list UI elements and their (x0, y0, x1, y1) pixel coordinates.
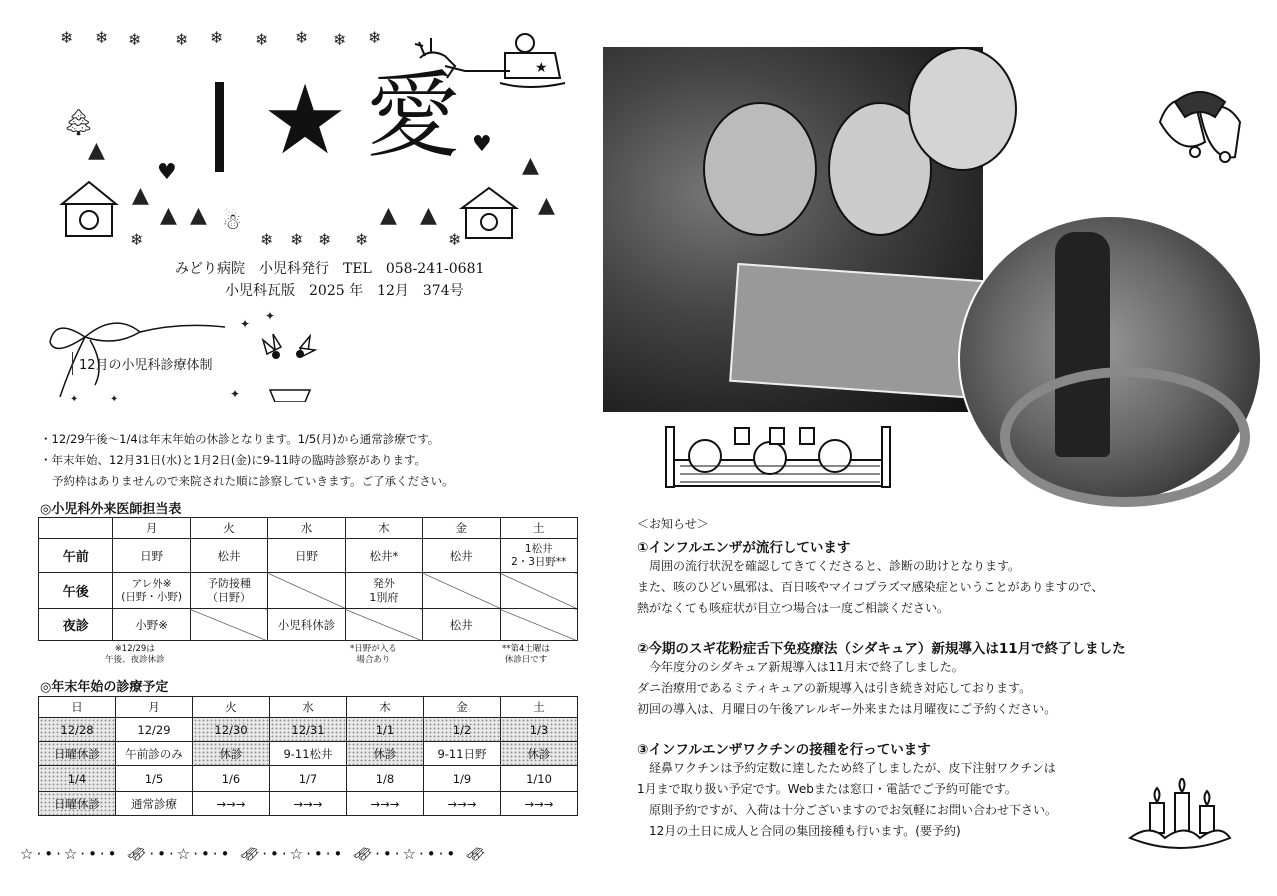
poinsettia-icon (250, 330, 325, 402)
section-title-schedule: 12月の小児科診療体制 (72, 352, 219, 375)
table-cell: 1/4 (39, 766, 116, 792)
day-header: 木 (347, 697, 424, 718)
tree-icon: ▲ (522, 153, 539, 178)
table-cell-empty (423, 573, 500, 609)
table-cell: →→→ (193, 792, 270, 816)
notice-line: 周囲の流行状況を確認してきてくださると、診断の助けとなります。 (637, 559, 1021, 573)
table-row (39, 792, 578, 816)
table-cell: 日野 (113, 539, 190, 573)
heart-icon: ♥ (472, 132, 492, 157)
table-cell: 9-11松井 (270, 742, 347, 766)
star-icon: ☆ (176, 845, 194, 863)
notices-heading: ＜お知らせ＞ (637, 517, 709, 531)
star-icon: ✦ (240, 317, 251, 331)
star-icon: ☆ (20, 845, 37, 863)
snowflake-icon: ❄ (368, 28, 382, 47)
holiday-table (38, 696, 578, 816)
candle-icon (1125, 778, 1235, 853)
doctor-table (38, 517, 578, 641)
notice-line: 今年度分のシダキュア新規導入は11月末で終了しました。 (637, 660, 964, 674)
table-cell: 12/30 (193, 718, 270, 742)
snowflake-icon: ❄ (290, 230, 304, 249)
snowflake-icon: ❄ (255, 30, 269, 49)
day-header: 土 (500, 518, 577, 539)
publisher-line: みどり病院 小児科発行 TEL 058-241-0681 (175, 261, 485, 277)
table-cell: 日野 (268, 539, 345, 573)
table-cell: 予防接種 （日野） (190, 573, 267, 609)
house-icon (58, 178, 120, 240)
schedule-notes (40, 429, 580, 492)
table-cell: →→→ (501, 792, 578, 816)
table-header-row (39, 518, 578, 539)
bottom-border-decoration: ☆·•·☆·•·• 🛷︎·•·☆·•·• 🛷︎·•·☆·•·• 🛷︎·•·☆·•·• 🛷︎ (20, 845, 489, 863)
day-header: 火 (193, 697, 270, 718)
table-cell: 1/9 (424, 766, 501, 792)
table-cell: 休診 (347, 742, 424, 766)
snowflake-icon: ❄ (210, 28, 224, 47)
notice-title: ①インフルエンザが流行しています (637, 540, 851, 556)
table-cell: 12/28 (39, 718, 116, 742)
notice-line: ダニ治療用であるミティキュアの新規導入は引き続き対応しております。 (637, 681, 1032, 695)
snowflake-icon: ❄ (448, 230, 462, 249)
holiday-table-title: ◎年末年始の診療予定 (40, 680, 169, 695)
table-cell: 1/7 (270, 766, 347, 792)
fishing-pond-photo (958, 215, 1262, 504)
house-icon (458, 184, 520, 242)
table-header-row (39, 697, 578, 718)
snowflake-icon: ❄ (60, 28, 74, 47)
heart-icon: ♥ (157, 160, 177, 185)
table-cell: 小児科休診 (268, 609, 345, 641)
day-header: 水 (268, 518, 345, 539)
table-cell: 1/6 (193, 766, 270, 792)
snowflake-icon: ❄ (318, 230, 332, 249)
star-icon: ☆ (63, 845, 81, 863)
notice-line: 熱がなくても咳症状が目立つ場合は一度ご相談ください。 (637, 601, 950, 615)
footnote: ※12/29は 午後、夜診休診 (105, 644, 165, 665)
notice-line: 経鼻ワクチンは予約定数に達したため終了しましたが、皮下注射ワクチンは (637, 761, 1056, 775)
table-cell: 午前診のみ (116, 742, 193, 766)
table-cell: →→→ (347, 792, 424, 816)
star-icon: ☆ (402, 845, 419, 863)
table-cell: →→→ (424, 792, 501, 816)
notice-title: ③インフルエンザワクチンの接種を行っています (637, 742, 931, 758)
table-cell: 松井* (345, 539, 422, 573)
tree-icon: ▲ (132, 183, 149, 208)
tree-icon: ▲ (190, 203, 207, 228)
notice-title: ②今期のスギ花粉症舌下免疫療法（シダキュア）新規導入は11月で終了しました (637, 641, 1126, 657)
santa-icon: 🛷︎ (240, 845, 263, 863)
note-line: ・年末年始、12月31日(水)と1月2日(金)に9-11時の臨時診察があります。 (40, 453, 427, 467)
tree-icon: ▲ (88, 138, 105, 163)
row-label: 午後 (39, 573, 113, 609)
table-row (39, 718, 578, 742)
table-cell: 日曜休診 (39, 792, 116, 816)
santa-icon: 🛷︎ (353, 845, 376, 863)
newsletter-title: 愛 (366, 62, 461, 171)
day-header: 日 (39, 697, 116, 718)
table-cell: 日曜休診 (39, 742, 116, 766)
table-cell: 1/2 (424, 718, 501, 742)
table-cell: 松井 (190, 539, 267, 573)
table-cell: 1/3 (501, 718, 578, 742)
table-cell: 1/5 (116, 766, 193, 792)
star-icon: ✦ (265, 309, 276, 323)
tree-icon: ▲ (380, 203, 397, 228)
santa-icon: 🛷︎ (465, 845, 489, 863)
pond-edge (1000, 367, 1250, 507)
table-row (39, 539, 578, 573)
table-cell-empty (268, 573, 345, 609)
tree-icon: ▲ (538, 193, 555, 218)
table-row (39, 573, 578, 609)
snowman-icon: ☃ (222, 210, 242, 235)
note-line: 予約枠はありませんので来院された順に診察していきます。ご了承ください。 (52, 474, 454, 488)
table-cell: 1/10 (501, 766, 578, 792)
doctor-table-title: ◎小児科外来医師担当表 (40, 502, 182, 517)
day-header: 水 (270, 697, 347, 718)
note-line: ・12/29午後～1/4は年末年始の休診となります。1/5(月)から通常診療です。 (40, 432, 440, 446)
notice-line: 原則予約ですが、入荷は十分ございますのでお気軽にお問い合わせ下さい。 (637, 803, 1058, 817)
day-header: 金 (423, 518, 500, 539)
child-face (703, 102, 817, 236)
tree-icon: ▲ (420, 203, 437, 228)
snowflake-icon: ❄ (333, 30, 347, 49)
table-cell: →→→ (270, 792, 347, 816)
notice-line: 初回の導入は、月曜日の午後アレルギー外来または月曜夜にご予約ください。 (637, 702, 1057, 716)
table-corner-cell (39, 518, 113, 539)
star-icon: ✦ (110, 394, 119, 405)
table-cell: 12/31 (270, 718, 347, 742)
row-label: 夜診 (39, 609, 113, 641)
snowflake-icon: ❄ (175, 30, 189, 49)
day-header: 月 (113, 518, 190, 539)
svg-text:★: ★ (535, 60, 548, 76)
star-icon: ✦ (230, 387, 241, 401)
snowflake-icon: ❄ (260, 230, 274, 249)
table-cell: アレ外※ (日野・小野) (113, 573, 190, 609)
notice-line: 1月まで取り扱い予定です。Webまたは窓口・電話でご予約可能です。 (637, 782, 1017, 796)
table-cell: 松井 (423, 539, 500, 573)
footnote: **第4土曜は 休診日です (502, 644, 550, 665)
snowflake-icon: ❄ (295, 28, 309, 47)
santa-icon: 🛷︎ (127, 845, 150, 863)
day-header: 金 (424, 697, 501, 718)
row-label: 午前 (39, 539, 113, 573)
bell-icon (1140, 82, 1258, 182)
table-cell: 発外 1別府 (345, 573, 422, 609)
notices (637, 514, 1197, 842)
table-cell: 1松井 2・3日野** (500, 539, 577, 573)
day-header: 月 (116, 697, 193, 718)
table-cell: 12/29 (116, 718, 193, 742)
children-photo (603, 47, 983, 412)
day-header: 土 (501, 697, 578, 718)
edition-line: 小児科瓦版 2025 年 12月 374号 (225, 283, 464, 299)
table-cell-empty (500, 573, 577, 609)
table-cell: 通常診療 (116, 792, 193, 816)
table-row (39, 609, 578, 641)
table-row (39, 742, 578, 766)
footnote: *日野が入る 場合あり (350, 644, 397, 665)
table-cell: 9-11日野 (424, 742, 501, 766)
star-icon: ✦ (70, 394, 79, 405)
sleeping-bears-icon (660, 422, 910, 492)
notice-line: また、咳のひどい風邪は、百日咳やマイコプラズマ感染症ということがありますので、 (637, 580, 1104, 594)
table-cell-empty (500, 609, 577, 641)
snowflake-icon: ❄ (95, 28, 109, 47)
star-icon: ☆ (289, 845, 307, 863)
notice-line: 12月の土日に成人と合同の集団接種も行います。(要予約) (637, 824, 961, 838)
title-bar (215, 82, 224, 172)
table-cell: 1/1 (347, 718, 424, 742)
tree-icon: ▲ (160, 203, 177, 228)
table-cell-empty (345, 609, 422, 641)
tree-icon: 🌲︎ (62, 108, 96, 138)
table-cell: 休診 (501, 742, 578, 766)
table-row (39, 766, 578, 792)
title-star-icon: ★ (262, 64, 349, 176)
snowflake-icon: ❄ (128, 30, 142, 49)
day-header: 木 (345, 518, 422, 539)
snowflake-icon: ❄ (130, 230, 144, 249)
table-cell-empty (190, 609, 267, 641)
table-cell: 休診 (193, 742, 270, 766)
snowflake-icon: ❄ (355, 230, 369, 249)
child-face (908, 47, 1017, 171)
day-header: 火 (190, 518, 267, 539)
table-cell: 小野※ (113, 609, 190, 641)
table-cell: 1/8 (347, 766, 424, 792)
table-cell: 松井 (423, 609, 500, 641)
